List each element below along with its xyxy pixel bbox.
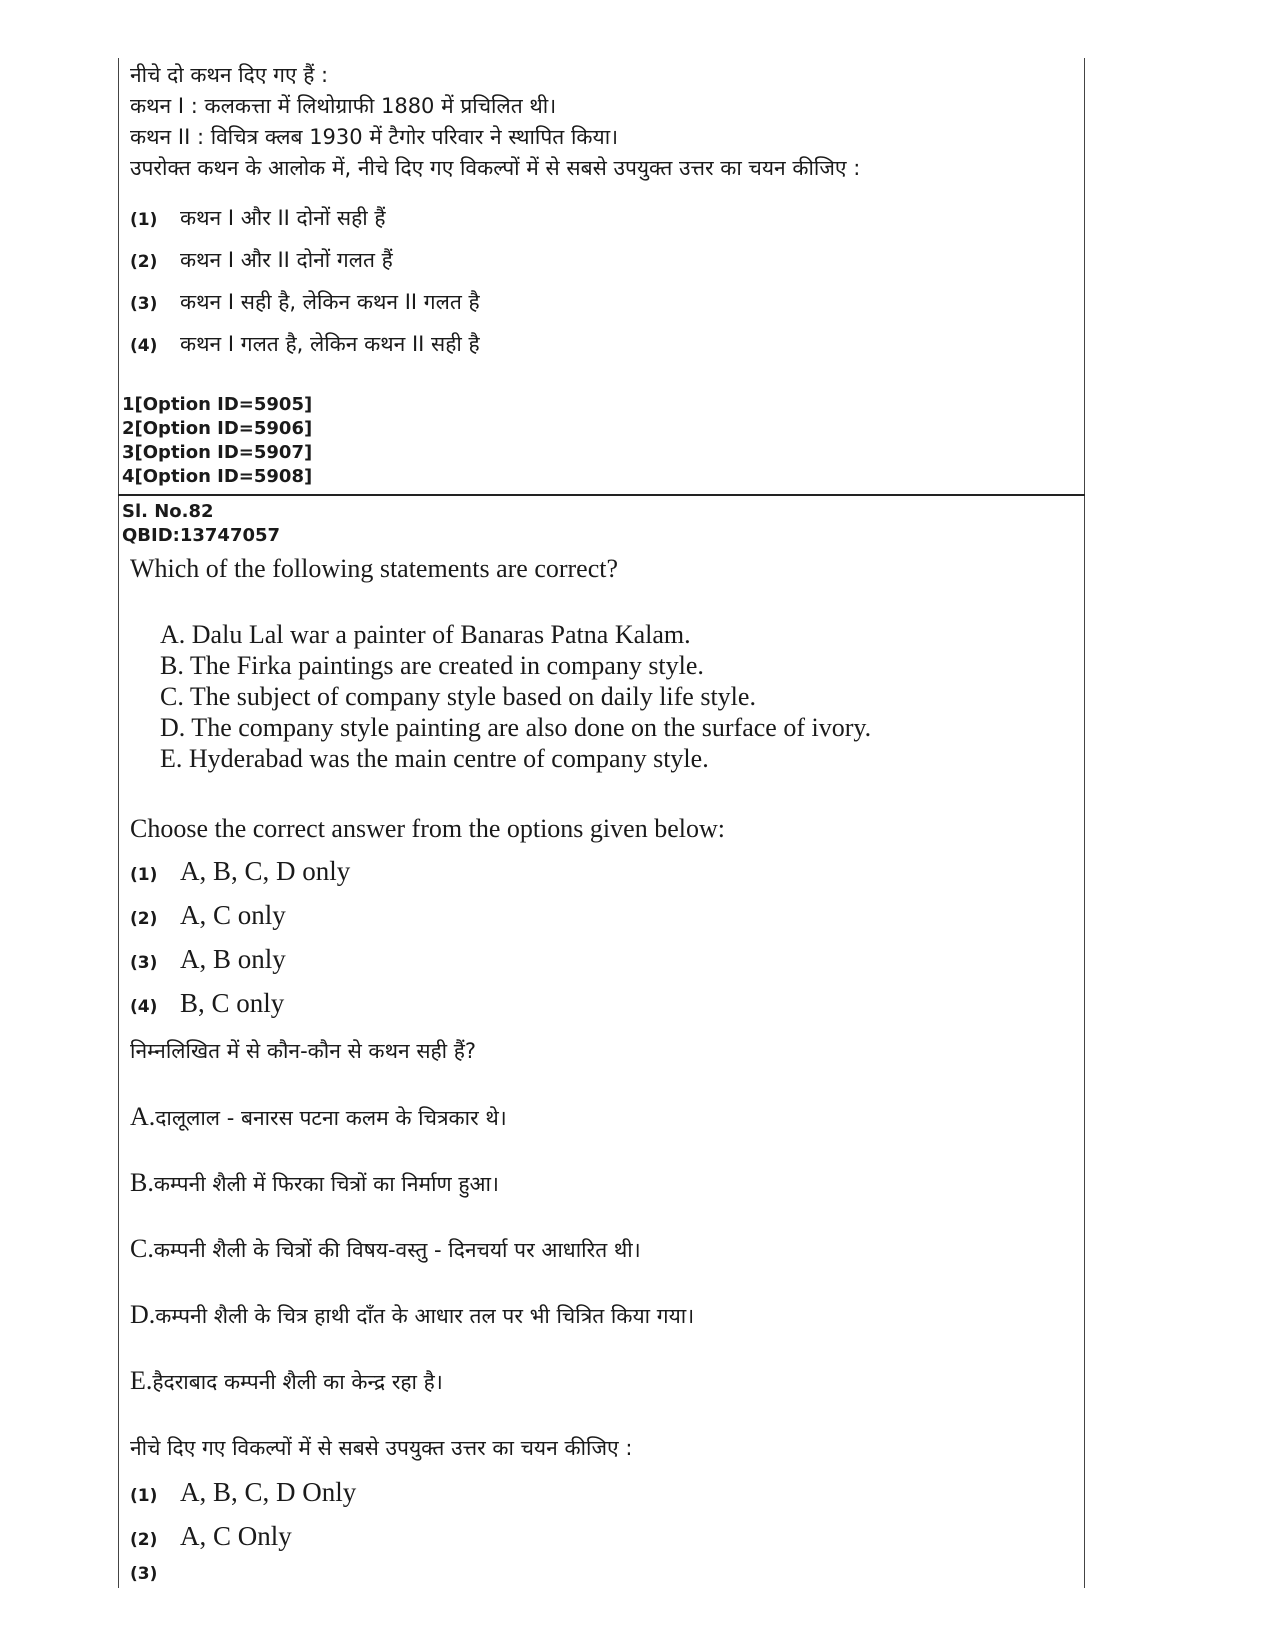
option-text: कथन I सही है, लेकिन कथन II गलत है [180, 290, 480, 314]
q81-option-4 [130, 330, 480, 358]
statement-text: कम्पनी शैली के चित्रों की विषय-वस्तु - दिनचर्या पर आधारित थी। [153, 1238, 641, 1262]
option-number: (2) [130, 252, 158, 272]
option-number: (4) [130, 997, 158, 1017]
option-text: A, C Only [180, 1521, 292, 1551]
option-text: कथन I और II दोनों गलत हैं [180, 248, 393, 272]
q82-header [122, 500, 280, 548]
q82-statements-en [160, 619, 871, 774]
statement-text: हैदराबाद कम्पनी शैली का केन्द्र रहा है। [152, 1370, 443, 1394]
option-number: (2) [130, 1530, 158, 1550]
option-number: (1) [130, 210, 158, 230]
q81-option-ids [122, 393, 312, 489]
q82-option-en-1 [130, 856, 350, 887]
q82-option-en-4 [130, 988, 284, 1019]
q82-option-en-3 [130, 944, 286, 975]
q82-option-hi-2 [130, 1521, 292, 1552]
option-number: (2) [130, 909, 158, 929]
q81-statement-1: कथन I : कलकत्ता में लिथोग्राफी 1880 में प्रचिलित थी। [130, 94, 557, 118]
q82-question-en-wrap [130, 553, 1075, 584]
table-border-right [1084, 58, 1085, 1588]
statement-en: A. Dalu Lal war a painter of Banaras Patna Kalam. [160, 620, 691, 649]
q81-option-1 [130, 204, 386, 232]
q81-statement-2: कथन II : विचित्र क्लब 1930 में टैगोर परिवार ने स्थापित किया। [130, 125, 619, 149]
q82-choose-en-wrap [130, 813, 1075, 844]
q82-option-hi-1 [130, 1477, 356, 1508]
statement-letter: A. [130, 1102, 156, 1131]
q81-option-3 [130, 288, 480, 316]
q82-statement-hi-c [130, 1234, 641, 1264]
table-border-left [118, 58, 119, 1588]
option-text: A, B, C, D Only [180, 1477, 357, 1507]
statement-en: C. The subject of company style based on daily life style. [160, 682, 756, 711]
statement-text: कम्पनी शैली में फिरका चित्रों का निर्माण हुआ। [153, 1172, 499, 1196]
qbid: QBID:13747057 [122, 525, 281, 546]
statement-text: कम्पनी शैली के चित्र हाथी दाँत के आधार तल पर भी चित्रित किया गया। [155, 1304, 695, 1328]
q82-statement-hi-a [130, 1102, 507, 1132]
q81-intro: नीचे दो कथन दिए गए हैं : [130, 63, 329, 87]
option-text: A, B only [180, 944, 286, 974]
q82-question-hi-wrap [130, 1036, 1075, 1067]
q82-option-en-2 [130, 900, 286, 931]
q81-statements [130, 60, 1075, 184]
option-id: 4[Option ID=5908] [122, 466, 313, 487]
q81-instruction: उपरोक्त कथन के आलोक में, नीचे दिए गए विकल्पों में से सबसे उपयुक्त उत्तर का चयन कीजिए : [130, 156, 861, 180]
statement-letter: C. [130, 1234, 154, 1263]
option-text: A, C only [180, 900, 286, 930]
statement-letter: D. [130, 1300, 156, 1329]
q82-option-hi-3 [130, 1564, 180, 1584]
option-number: (3) [130, 294, 158, 314]
option-number: (1) [130, 865, 158, 885]
option-number: (3) [130, 953, 158, 973]
q82-choose-hi-wrap [130, 1433, 1075, 1464]
option-number: (4) [130, 336, 158, 356]
option-number: (1) [130, 1486, 158, 1506]
option-text: B, C only [180, 988, 285, 1018]
question-divider [118, 494, 1085, 496]
q82-question-hi: निम्नलिखित में से कौन-कौन से कथन सही हैं? [130, 1039, 477, 1063]
q82-question-en: Which of the following statements are correct? [130, 554, 619, 583]
q81-option-2 [130, 246, 393, 274]
q82-choose-en: Choose the correct answer from the options given below: [130, 814, 725, 843]
option-id: 2[Option ID=5906] [122, 418, 313, 439]
statement-text: दालूलाल - बनारस पटना कलम के चित्रकार थे। [155, 1106, 507, 1130]
statement-letter: B. [130, 1168, 154, 1197]
q82-choose-hi: नीचे दिए गए विकल्पों में से सबसे उपयुक्त उत्तर का चयन कीजिए : [130, 1436, 633, 1460]
option-number: (3) [130, 1564, 158, 1584]
serial-number: Sl. No.82 [122, 501, 214, 522]
statement-letter: E. [130, 1366, 153, 1395]
q82-statement-hi-d [130, 1300, 694, 1330]
option-id: 3[Option ID=5907] [122, 442, 313, 463]
option-text: कथन I और II दोनों सही हैं [180, 206, 386, 230]
statement-en: E. Hyderabad was the main centre of company style. [160, 744, 709, 773]
statement-en: B. The Firka paintings are created in company style. [160, 651, 704, 680]
q82-statement-hi-e [130, 1366, 443, 1396]
option-id: 1[Option ID=5905] [122, 394, 313, 415]
option-text: A, B, C, D only [180, 856, 351, 886]
option-text: कथन I गलत है, लेकिन कथन II सही है [180, 332, 480, 356]
statement-en: D. The company style painting are also done on the surface of ivory. [160, 713, 872, 742]
q82-statement-hi-b [130, 1168, 499, 1198]
